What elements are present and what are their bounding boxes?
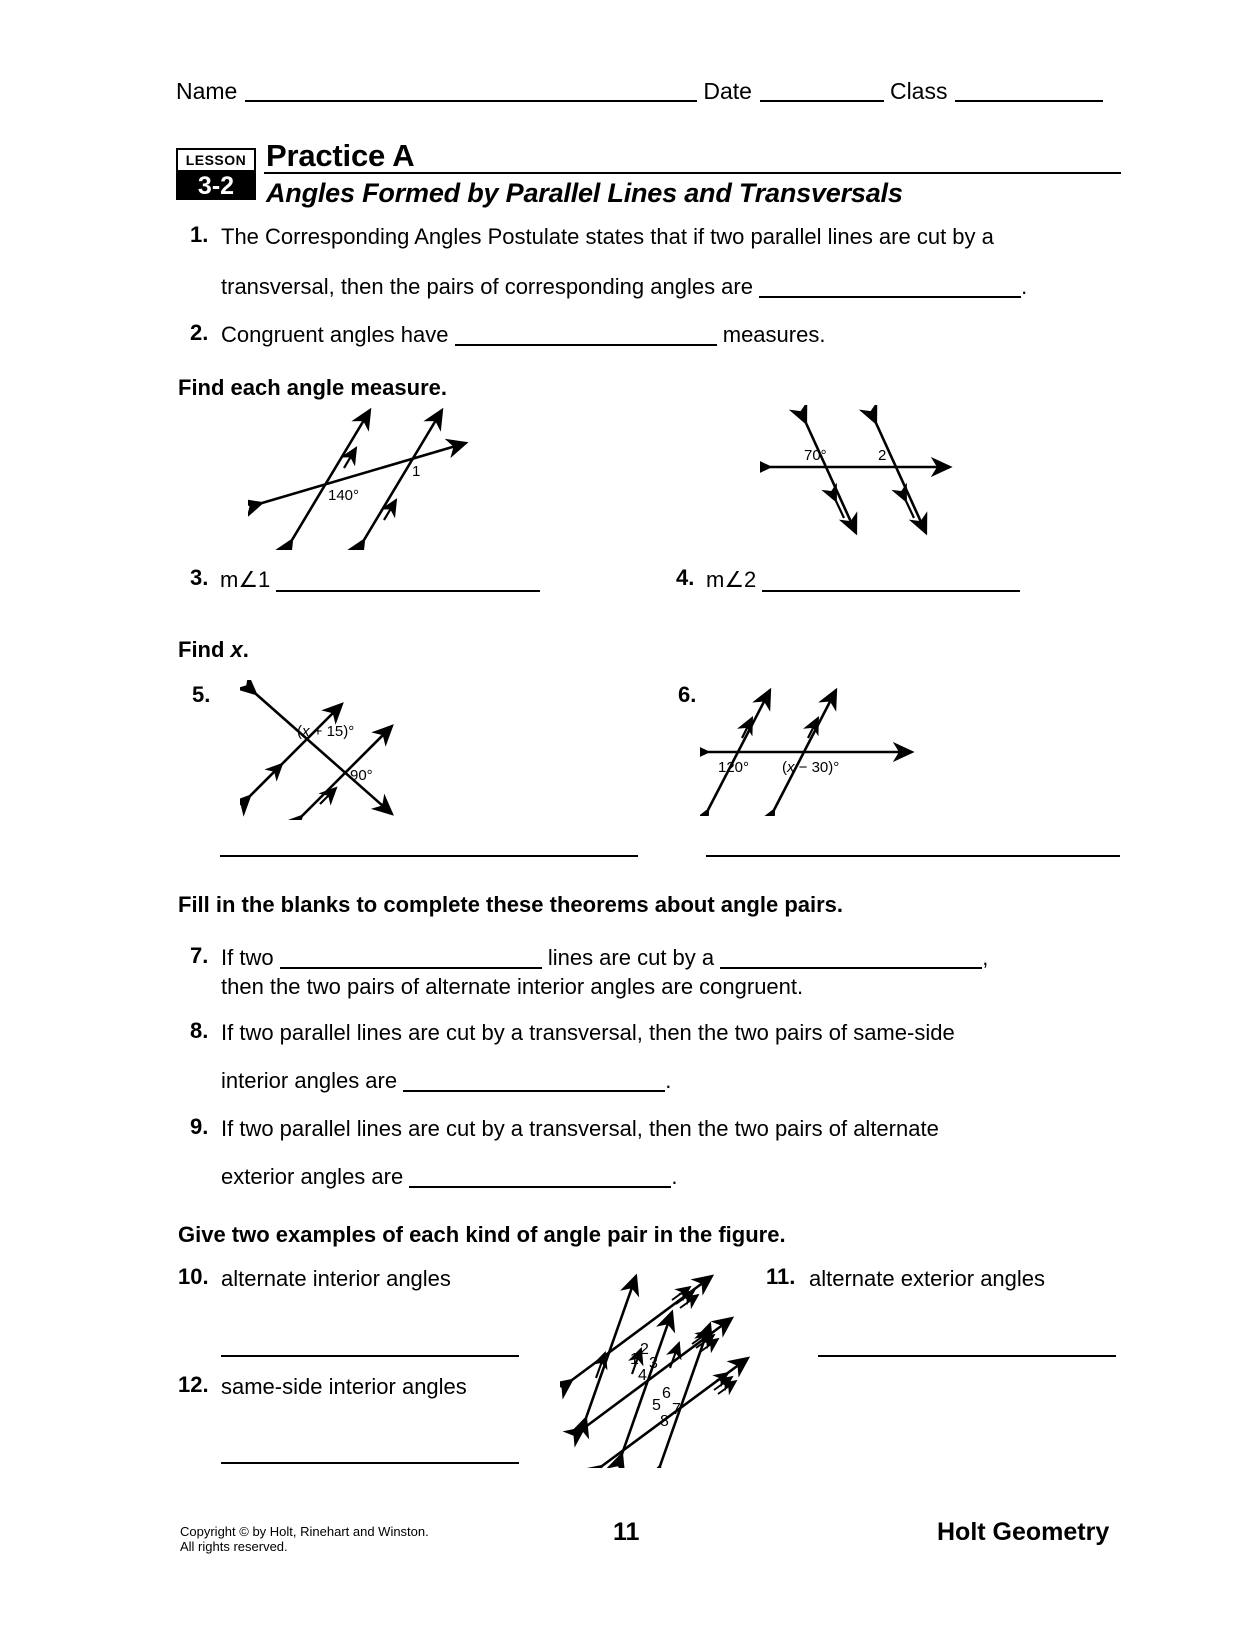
question-2-text (221, 320, 825, 350)
figure-angle-pairs (560, 1258, 755, 1473)
question-9-answer-blank[interactable] (409, 1166, 671, 1188)
question-8-number: 8. (190, 1018, 209, 1043)
question-2-answer-blank[interactable] (455, 324, 717, 346)
footer-copyright-line-2: All rights reserved. (180, 1539, 288, 1554)
heading-find-x-pre: Find (178, 637, 231, 662)
question-8-pre: interior angles are (221, 1068, 398, 1093)
figure-3-angle-140-label: 140° (328, 487, 360, 504)
question-8-line2 (221, 1066, 671, 1096)
question-3-answer-blank[interactable] (276, 590, 540, 592)
figure-angle-label-2: 2 (640, 1341, 649, 1358)
figure-question-6 (700, 676, 920, 821)
question-9-number: 9. (190, 1114, 209, 1139)
question-7-line1 (221, 943, 988, 973)
date-label: Date (703, 78, 752, 104)
question-11-answer-blank[interactable] (818, 1355, 1116, 1357)
question-11-number: 11. (766, 1264, 796, 1289)
question-3-number: 3. (190, 565, 209, 590)
figure-5-angle-x-plus-15-label: x + 15)° (302, 723, 355, 740)
question-11-text: alternate exterior angles (809, 1266, 1046, 1291)
question-1-line2-text: transversal, then the pairs of corresponding angles are (221, 274, 753, 299)
figure-4-angle-2-label: 2 (878, 447, 887, 464)
figure-3-angle-1-label: 1 (412, 463, 421, 480)
question-12-answer-blank[interactable] (221, 1462, 519, 1464)
question-1-period: . (1021, 274, 1028, 299)
figure-question-3 (248, 400, 498, 555)
question-2-number: 2. (190, 320, 209, 345)
question-9-line1: If two parallel lines are cut by a transversal, then the two pairs of alternate (221, 1116, 939, 1141)
question-4-number: 4. (676, 565, 695, 590)
question-10-text: alternate interior angles (221, 1266, 451, 1291)
heading-fill-blanks: Fill in the blanks to complete these theorems about angle pairs. (178, 892, 844, 917)
lesson-badge (176, 148, 256, 200)
heading-find-x-var: x (230, 637, 243, 662)
question-1-answer-blank[interactable] (759, 276, 1021, 298)
question-4-answer-blank[interactable] (762, 590, 1020, 592)
question-9-line2 (221, 1162, 677, 1192)
question-7-number: 7. (190, 943, 209, 968)
question-7-mid: lines are cut by a (547, 945, 715, 970)
question-9-pre: exterior angles are (221, 1164, 404, 1189)
class-input-line[interactable] (955, 82, 1103, 102)
heading-find-angle-measure: Find each angle measure. (178, 375, 447, 400)
figure-4-svg (760, 405, 960, 545)
question-2-post: measures. (722, 322, 826, 347)
question-10-number: 10. (178, 1264, 209, 1289)
question-4-label: m∠2 (706, 567, 757, 592)
question-1-line2 (221, 272, 1027, 302)
question-7-answer-blank-1[interactable] (280, 947, 542, 969)
page-title: Practice A (266, 138, 415, 173)
figure-4-angle-70-label: 70° (804, 447, 827, 464)
question-2-pre: Congruent angles have (221, 322, 449, 347)
date-input-line[interactable] (760, 82, 884, 102)
figure-5-open-paren: ( (297, 723, 302, 740)
figure-5-svg (240, 680, 450, 820)
heading-give-examples: Give two examples of each kind of angle pair in the figure. (178, 1222, 786, 1247)
heading-find-x-post: . (242, 637, 249, 662)
figure-5-angle-90-label: 90° (350, 767, 373, 784)
question-6-number: 6. (678, 682, 697, 707)
question-1-line1: The Corresponding Angles Postulate states that if two parallel lines are cut by a (221, 224, 994, 249)
figure-angle-label-8: 8 (660, 1413, 669, 1430)
question-7-pre: If two (221, 945, 274, 970)
question-9-period: . (671, 1164, 678, 1189)
figure-question-5 (240, 680, 450, 825)
question-8-answer-blank[interactable] (403, 1070, 665, 1092)
figure-question-4 (760, 405, 960, 550)
figure-6-angle-120-label: 120° (718, 759, 750, 776)
question-6-answer-blank[interactable] (706, 855, 1120, 857)
footer-brand: Holt Geometry (937, 1518, 1110, 1546)
question-12-text: same-side interior angles (221, 1374, 467, 1399)
question-12-number: 12. (178, 1372, 209, 1397)
name-label: Name (176, 78, 238, 104)
question-7-line2: then the two pairs of alternate interior angles are congruent. (221, 974, 804, 999)
page-subtitle: Angles Formed by Parallel Lines and Transversals (266, 178, 903, 208)
question-5-number: 5. (192, 682, 211, 707)
figure-angle-label-5: 5 (652, 1397, 661, 1414)
lesson-badge-number: 3-2 (176, 172, 256, 200)
student-info-row (176, 78, 1122, 105)
figure-angle-label-4: 4 (638, 1367, 647, 1384)
question-5-answer-blank[interactable] (220, 855, 638, 857)
heading-find-x (178, 637, 249, 663)
figure-angle-label-7: 7 (672, 1401, 681, 1418)
class-label: Class (889, 78, 948, 104)
figure-angle-pairs-svg (560, 1258, 755, 1468)
question-1-number: 1. (190, 222, 209, 247)
question-8-period: . (665, 1068, 672, 1093)
lesson-badge-label: LESSON (176, 148, 256, 172)
question-3-label: m∠1 (220, 567, 271, 592)
name-input-line[interactable] (245, 82, 697, 102)
figure-angle-label-1: 1 (630, 1351, 639, 1368)
question-7-comma: , (982, 945, 989, 970)
footer-copyright (180, 1524, 429, 1554)
question-10-answer-blank[interactable] (221, 1355, 519, 1357)
footer-copyright-line-1: Copyright © by Holt, Rinehart and Winston. (180, 1524, 429, 1539)
question-7-answer-blank-2[interactable] (720, 947, 982, 969)
question-8-line1: If two parallel lines are cut by a transversal, then the two pairs of same-side (221, 1020, 955, 1045)
figure-angle-label-3: 3 (649, 1355, 658, 1372)
figure-3-svg (248, 400, 498, 550)
figure-6-angle-x-minus-30-label: (x − 30)° (782, 759, 840, 776)
figure-angle-label-6: 6 (662, 1385, 671, 1402)
footer-page-number: 11 (613, 1518, 640, 1546)
figure-6-svg (700, 676, 920, 816)
